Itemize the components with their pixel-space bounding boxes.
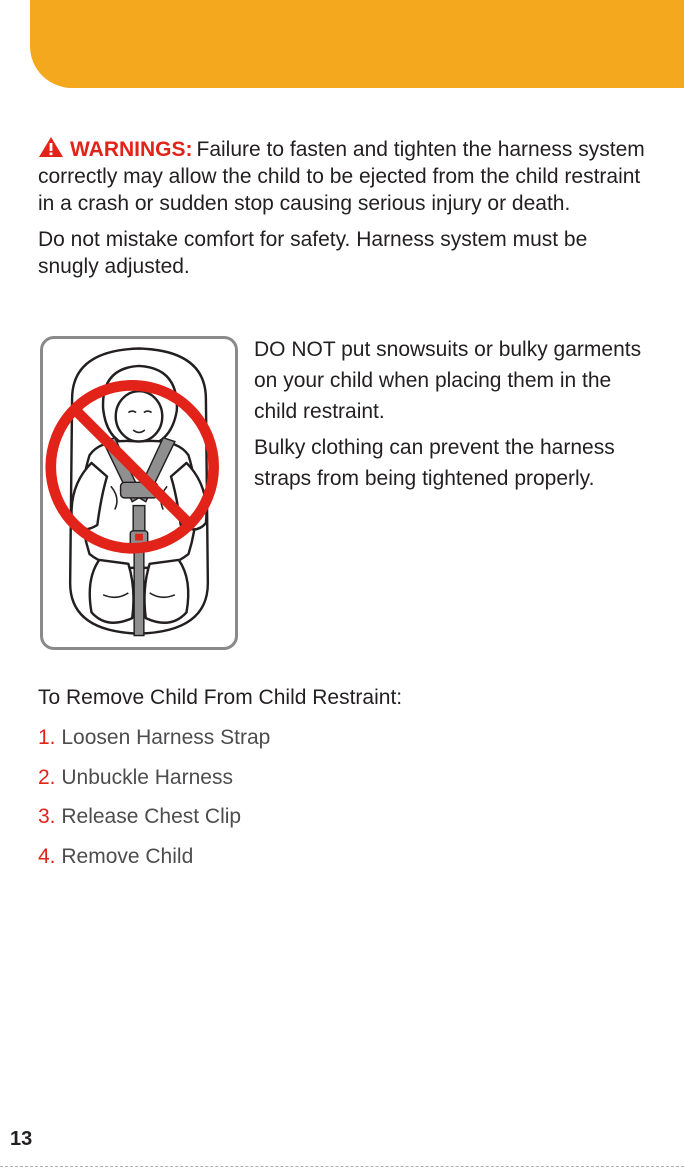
warning-block <box>38 136 648 289</box>
remove-child-title: To Remove Child From Child Restraint: <box>38 686 403 709</box>
step-item <box>38 843 270 883</box>
warning-text-1: Failure to fasten and tighten the harness system correctly may allow the child to be ejected from the child restraint in a crash or sudden stop causing serious injury or death. <box>38 138 645 215</box>
page-number: 13 <box>10 1128 33 1150</box>
warning-triangle-icon <box>38 136 64 158</box>
step-number: 4. <box>38 844 56 868</box>
step-text: Loosen Harness Strap <box>61 726 271 749</box>
step-item <box>38 724 270 764</box>
step-number: 2. <box>38 765 56 789</box>
bulky-clothing-paragraph-1: DO NOT put snowsuits or bulky garments on your child when placing them in the child restraint. <box>254 338 642 423</box>
step-number: 1. <box>38 726 56 749</box>
step-text: Unbuckle Harness <box>61 765 233 789</box>
bulky-clothing-paragraph-2: Bulky clothing can prevent the harness straps from being tightened properly. <box>254 436 615 490</box>
header-band <box>30 0 684 88</box>
remove-child-steps <box>38 724 270 882</box>
bottom-rule <box>0 1166 684 1167</box>
bulky-clothing-text <box>254 334 654 499</box>
bulky-clothing-illustration <box>40 336 238 650</box>
step-text: Remove Child <box>61 844 194 868</box>
warning-label: WARNINGS: <box>70 138 193 161</box>
step-text: Release Chest Clip <box>61 805 242 828</box>
step-number: 3. <box>38 805 56 828</box>
child-in-seat-illustration <box>43 339 235 647</box>
step-item <box>38 764 270 804</box>
warning-paragraph-1 <box>38 136 648 217</box>
step-item <box>38 803 270 843</box>
warning-paragraph-2: Do not mistake comfort for safety. Harness system must be snugly adjusted. <box>38 228 588 278</box>
